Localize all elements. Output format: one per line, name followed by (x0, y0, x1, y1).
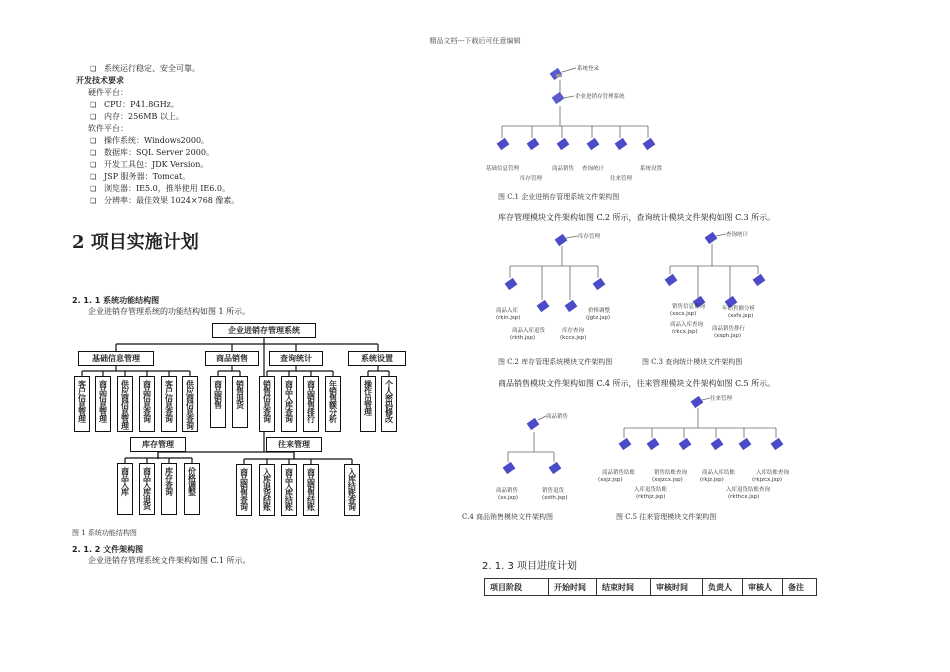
tree-node-label: 查询统计 (582, 166, 605, 172)
tree-node-label: 入库结账查询 (756, 470, 790, 476)
figure-caption: 图 1 系统功能结构图 (72, 529, 137, 537)
leaf-node: 商品信息管理 (95, 376, 111, 432)
subsection-title: 2. 1. 1 系统功能结构图 (72, 296, 160, 305)
page-header: 精品文档---下载后可任意编辑 (429, 37, 521, 45)
group-node: 查询统计 (269, 351, 323, 366)
tree-node-label: 年销售额分析 (722, 306, 756, 312)
paragraph: 企业进销存管理系统文件架构如图 C.1 所示。 (88, 556, 251, 565)
tree-node-label: 销售退货 (542, 488, 565, 494)
section-title: 2 项目实施计划 (72, 232, 199, 253)
leaf-node: 商品信息查询 (139, 376, 155, 432)
subsection-title: 2. 1. 2 文件架构图 (72, 545, 144, 554)
tree-node-label: 商品入库退货 (512, 328, 546, 334)
list-item: ❏ 系统运行稳定、安全可靠。 (90, 63, 239, 75)
tree-node-label: (xscx.jsp) (670, 311, 697, 317)
leaf-node: 销售信息查询 (259, 376, 275, 432)
leaf-node: 商品销售排行 (303, 376, 319, 432)
leaf-node: 商品入库 (117, 463, 133, 515)
group-node: 系统设置 (348, 351, 406, 366)
tree-node-label: 商品入库查询 (670, 322, 704, 328)
leaf-node: 商品销售 (210, 376, 226, 428)
tree-node-label: (xsjzcx.jsp) (652, 477, 683, 483)
tree-node-label: (jgtz.jsp) (586, 315, 610, 321)
tree-node-label: 库存查询 (562, 328, 585, 334)
leaf-node: 年销售额分析 (325, 376, 341, 432)
figure-caption: 图 C.1 企业进销存管理系统文件架构图 (498, 193, 620, 201)
tree-node-label: (rkjzcx.jsp) (752, 477, 783, 483)
leaf-node: 商品销售查询 (236, 464, 252, 516)
table-header-row (485, 579, 817, 596)
tree-node-label: 商品销售结账 (602, 470, 636, 476)
leaf-node: 销售退货 (232, 376, 248, 428)
leaf-node: 供应商信息管理 (117, 376, 133, 432)
leaf-node: 供应商信息查询 (182, 376, 198, 432)
tree-node-label: (xsth.jsp) (542, 495, 568, 501)
tree-node-label: 商品销售 (546, 414, 569, 420)
tree-node-label: 商品入库结账 (702, 470, 736, 476)
tree-node-label: (rkthcx.jsp) (728, 494, 760, 500)
tree-node-label: (rkthjz.jsp) (636, 494, 666, 500)
tree-node-label: 往来管理 (710, 396, 733, 402)
tree-node-label: 企业进销存管理系统 (575, 94, 625, 100)
list-item: ❏ 浏览器：IE5.0，推举使用 IE6.0。 (90, 183, 239, 195)
figure-c5-tree (594, 392, 804, 508)
schedule-table (484, 578, 817, 596)
tree-node-label: (xsjz.jsp) (598, 477, 623, 483)
table-header-cell: 负责人 (703, 579, 743, 596)
list-item: ❏ 开发工具包：JDK Version。 (90, 159, 239, 171)
tree-node-label: (xsph.jsp) (714, 333, 742, 339)
tree-node-label: 商品销售排行 (712, 326, 746, 332)
paragraph: 库存管理模块文件架构如图 C.2 所示，查询统计模块文件架构如图 C.3 所示。 (498, 213, 776, 222)
leaf-node: 商品销售结账 (303, 464, 319, 516)
figure-c4-tree (484, 404, 594, 504)
leaf-node: 商品入库退货 (139, 463, 155, 515)
paragraph: 商品销售模块文件架构如图 C.4 所示，往来管理模块文件架构如图 C.5 所示。 (498, 379, 776, 388)
tree-node-label: 库存管理 (578, 234, 601, 240)
tree-node-label: 商品销售 (496, 488, 519, 494)
paragraph: 企业进销存管理系统的功能结构如图 1 所示。 (88, 307, 251, 316)
table-header-cell: 备注 (783, 579, 817, 596)
leaf-node: 操作员管理 (360, 376, 376, 432)
figure-c2-tree (490, 228, 640, 346)
leaf-node: 入库结账查询 (344, 464, 360, 516)
mid-node: 库存管理 (130, 437, 186, 452)
tree-node-label: 系统设置 (640, 166, 663, 172)
tree-node-label: 销售信息查询 (672, 304, 706, 310)
tree-node-label: 系统登录 (577, 66, 600, 72)
list-item: ❏ 数据库：SQL Server 2000。 (90, 147, 239, 159)
list-item: ❏ JSP 服务器：Tomcat。 (90, 171, 239, 183)
leaf-node: 入库退货结账 (259, 464, 275, 516)
leaf-node: 库存查询 (161, 463, 177, 515)
leaf-node: 商品入库查询 (281, 376, 297, 432)
tree-node-label: 销售结账查询 (654, 470, 688, 476)
subsection-title: 2. 1. 3 项目进度计划 (482, 561, 577, 572)
list-item: ❏ CPU：P41.8GHz。 (90, 99, 239, 111)
tree-node-label: (rkth.jsp) (510, 335, 536, 341)
figure-caption: 图 C.3 查询统计模块文件架构图 (642, 358, 743, 366)
table-header-cell: 结束时间 (597, 579, 651, 596)
tree-node-label: 入库退货结账 (634, 487, 668, 493)
list-item: ❏ 操作系统：Windows2000。 (90, 135, 239, 147)
group-node: 商品销售 (205, 351, 259, 366)
leaf-node: 个人密码修改 (381, 376, 397, 432)
tree-node-label: (xsfx.jsp) (728, 313, 754, 319)
tree-node-label: 查询统计 (726, 232, 749, 238)
tree-node-label: (rkjz.jsp) (700, 477, 724, 483)
leaf-node: 价格调整 (184, 463, 200, 515)
list-heading: 开发技术要求 (76, 76, 124, 85)
list-item: ❏ 内存：256MB 以上。 (90, 111, 239, 123)
leaf-node: 客户信息查询 (161, 376, 177, 432)
folder-icon (552, 92, 565, 104)
leaf-node: 客户信息管理 (74, 376, 90, 432)
tree-node-label: 入库退货结账查询 (726, 487, 771, 493)
tree-node-label: (rkin.jsp) (496, 315, 521, 321)
table-header-cell: 项目阶段 (485, 579, 549, 596)
tree-node-label: 库存管理 (520, 176, 543, 182)
leaf-node: 商品入库结账 (281, 464, 297, 516)
list-item: ❏ 分辨率：最佳效果 1024×768 像素。 (90, 195, 239, 207)
root-node: 企业进销存管理系统 (212, 323, 316, 338)
folder-icon (550, 68, 563, 80)
tree-node-label: 商品销售 (552, 166, 575, 172)
tree-node-label: (kccx.jsp) (560, 335, 587, 341)
table-header-cell: 开始时间 (549, 579, 597, 596)
figure-caption: C.4 商品销售模块文件架构图 (462, 513, 554, 521)
tree-node-label: 往来管理 (610, 176, 633, 182)
tree-node-label: 商品入库 (496, 308, 519, 314)
list-item: 软件平台： (88, 124, 128, 133)
mid-node: 往来管理 (266, 437, 322, 452)
table-header-cell: 审核人 (743, 579, 783, 596)
tree-node-label: 价格调整 (588, 308, 611, 314)
figure-caption: 图 C.5 往来管理模块文件架构图 (616, 513, 717, 521)
tree-node-label: (rkcx.jsp) (672, 329, 698, 335)
tree-node-label: (xs.jsp) (498, 495, 519, 501)
table-header-cell: 审核时间 (651, 579, 703, 596)
figure-c1-tree (480, 60, 760, 190)
figure-caption: 图 C.2 库存管理系统模块文件架构图 (498, 358, 613, 366)
group-node: 基础信息管理 (78, 351, 154, 366)
list-item: 硬件平台： (88, 88, 128, 97)
figure-c3-tree (650, 226, 810, 348)
tree-node-label: 基础信息管理 (486, 166, 520, 172)
